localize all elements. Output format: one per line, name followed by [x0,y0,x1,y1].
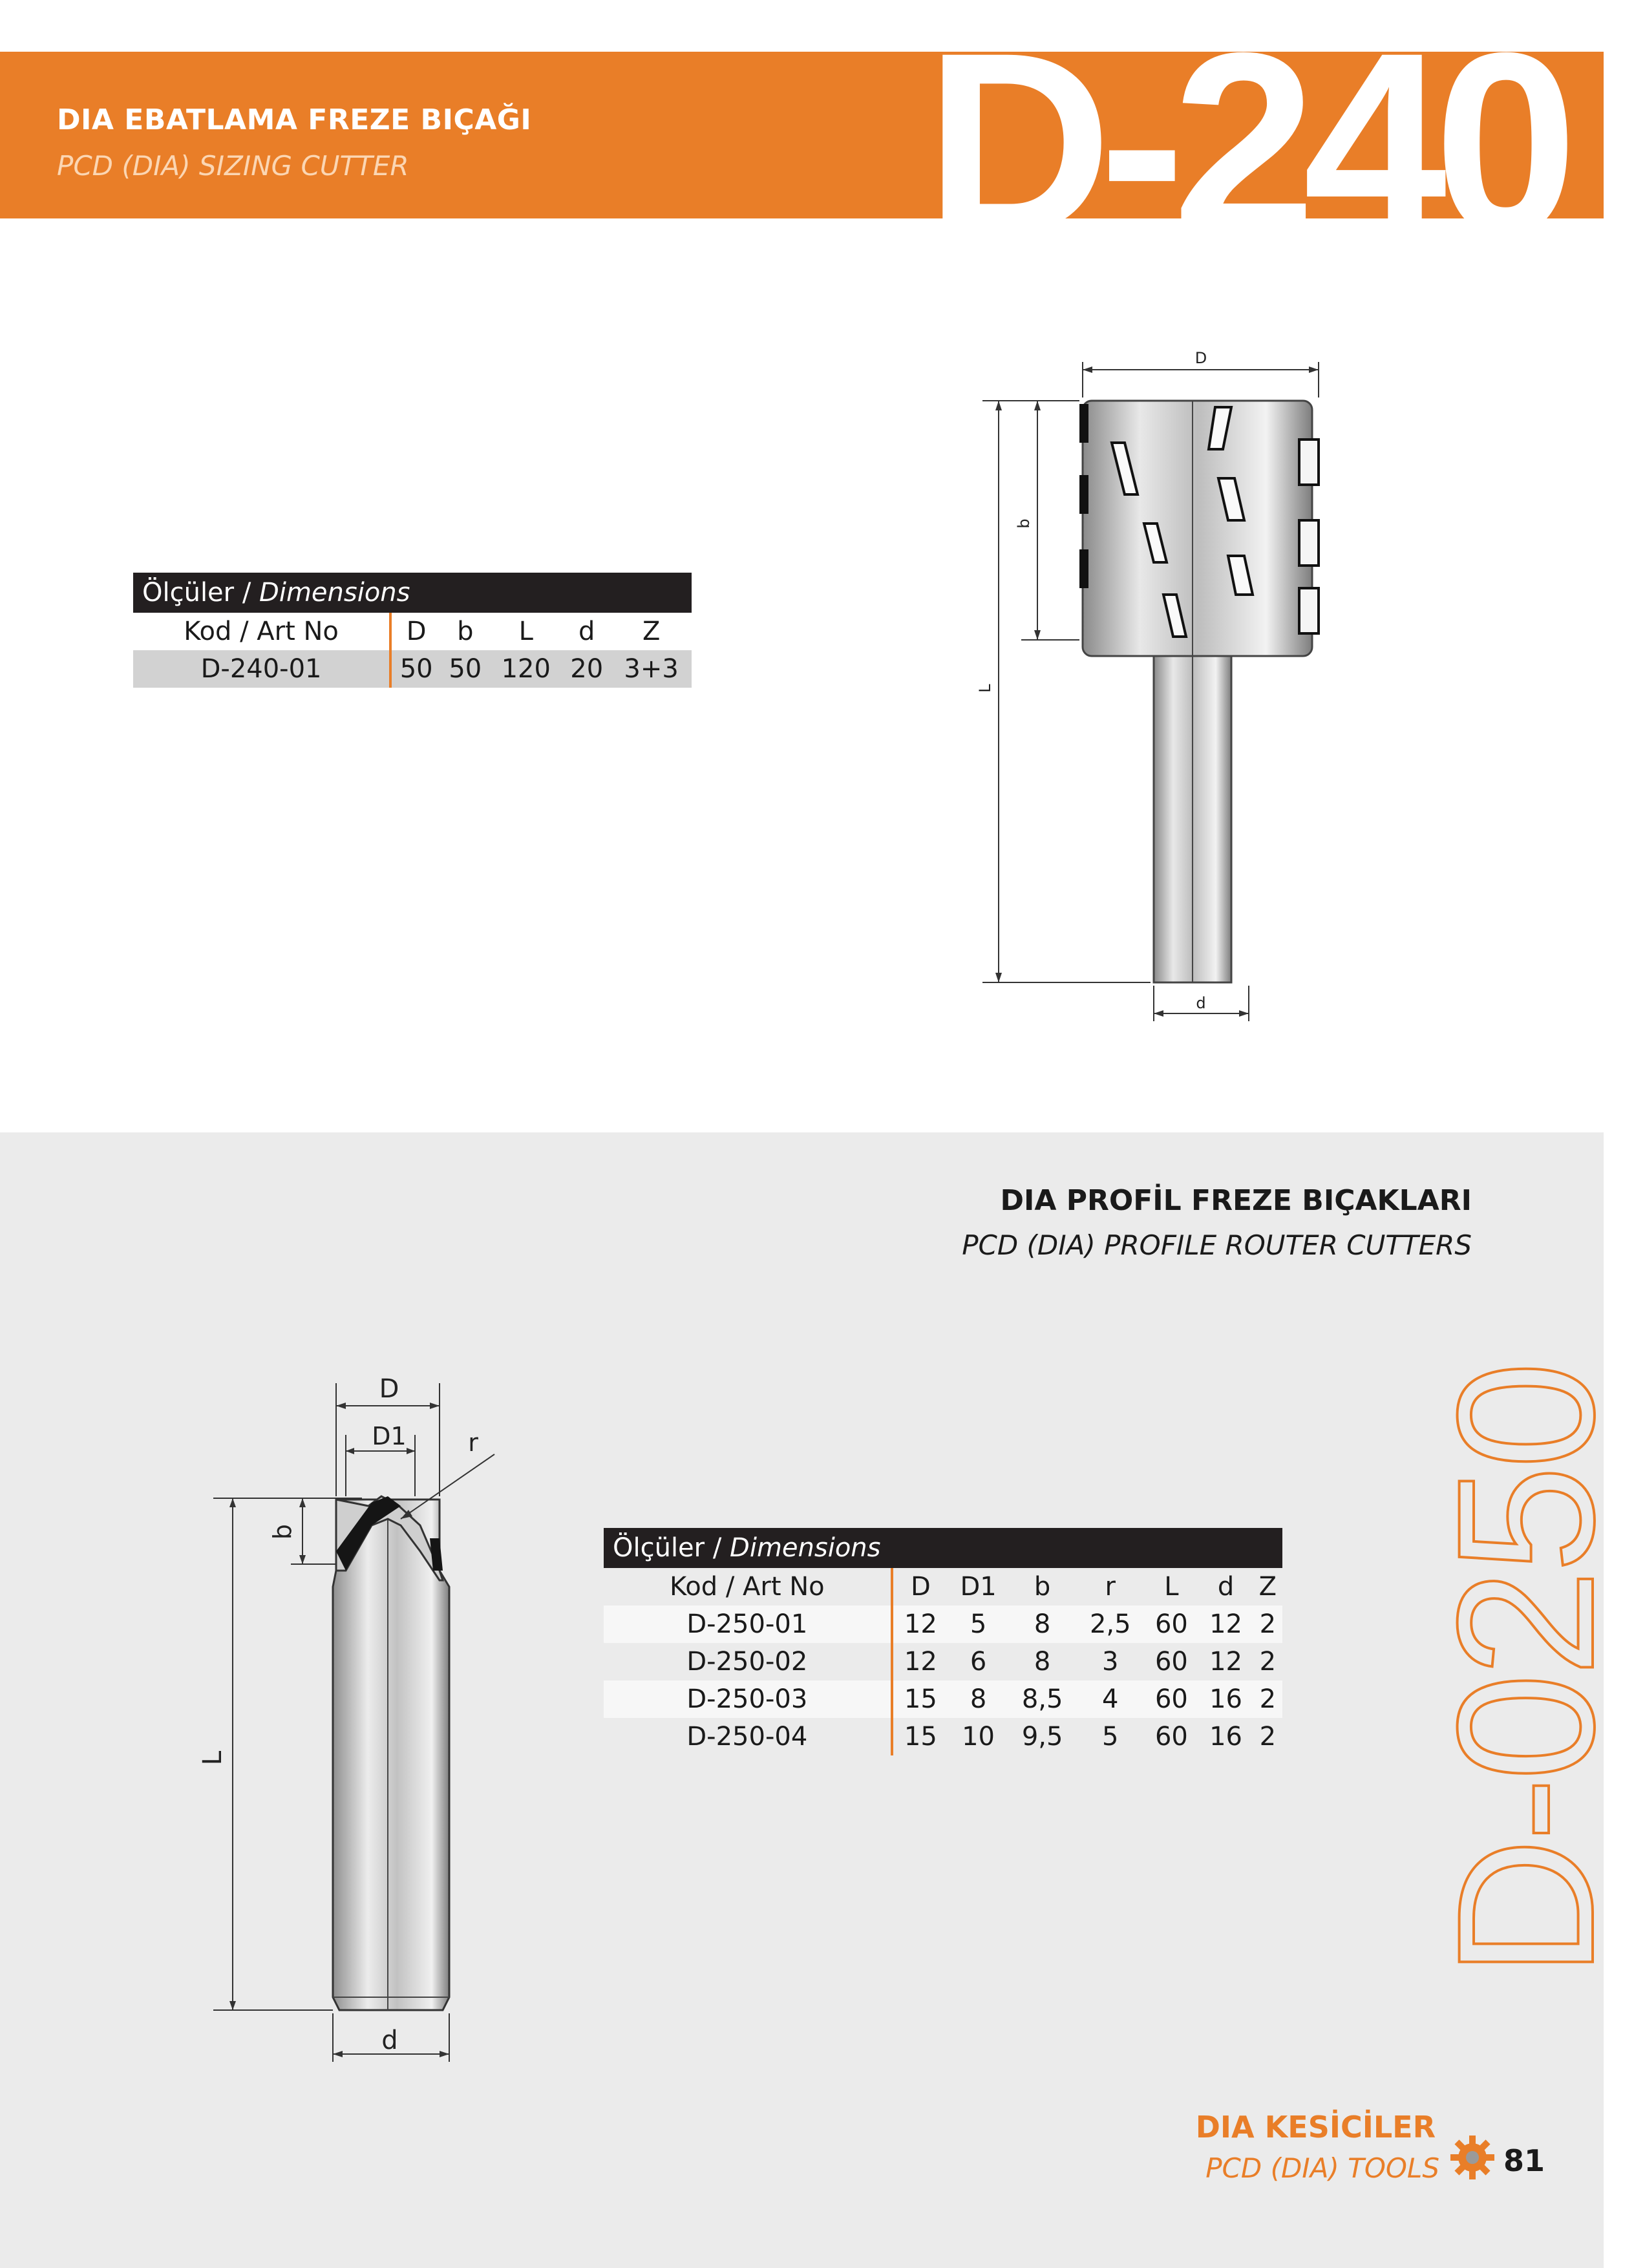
table-cell: 6 [970,1647,987,1677]
cutter-head [1083,401,1312,656]
table-caption: Ölçüler / Dimensions [133,573,692,613]
table-cell: 12 [904,1647,937,1677]
table-cell: 10 [962,1722,995,1752]
dim-label-b: b [268,1523,297,1540]
table-cell: 60 [1154,1647,1188,1677]
table-cell: 2 [1253,1606,1282,1643]
table-cell: 3 [1102,1647,1119,1677]
column-header: D [910,1572,931,1602]
table-cell: 8 [1034,1647,1051,1677]
dim-label-D: D [379,1374,399,1404]
dim-label-L: L [198,1750,228,1766]
dim-label-r: r [468,1428,478,1457]
table-cell: 50 [390,650,441,688]
table-cell: 12 [892,1606,948,1643]
dim-label-D1: D1 [372,1422,407,1450]
footer-brand: DIA KESİCİLER [1195,2110,1436,2145]
column-header: D [406,617,427,646]
table-cell: D-250-04 [604,1718,892,1755]
table-cell: D-250-03 [604,1680,892,1718]
table-caption: Ölçüler / Dimensions [604,1528,1282,1568]
profile-cutter-drawing [198,1357,530,2094]
table-cell: 60 [1154,1722,1188,1752]
table-cell: 60 [1144,1680,1198,1718]
column-header: b [1034,1572,1051,1602]
column-header: Kod / Art No [133,613,390,650]
section-subtitle: PCD (DIA) PROFILE ROUTER CUTTERS [962,1229,1472,1261]
table-cell: 2 [1253,1680,1282,1718]
table-cell: 8,5 [1008,1680,1076,1718]
table-cell: 15 [904,1722,937,1752]
sizing-cutter-drawing [970,336,1357,1034]
table-cell: 16 [1209,1722,1243,1752]
dimensions-table-d240 [133,573,692,688]
table-cell: 5 [1102,1722,1119,1752]
gear-icon [1448,2133,1497,2182]
table-row [604,1606,1282,1643]
dim-label-d: d [381,2026,398,2055]
table-row [604,1643,1282,1680]
column-header: D1 [960,1572,997,1602]
table-cell: 20 [562,650,611,688]
cutter-body [333,1500,449,2010]
page-number: 81 [1503,2143,1545,2178]
table-cell: 2 [1259,1647,1277,1677]
table-row [133,650,692,688]
table-cell: 5 [948,1606,1008,1643]
table-header-row [604,1568,1282,1606]
product-code-vertical: D-0250 [1417,1365,1634,1978]
table-cell: 4 [1076,1680,1144,1718]
table-cell: 60 [1144,1606,1198,1643]
section-title: DIA PROFİL FREZE BIÇAKLARI [1000,1184,1472,1217]
table-cell: 12 [1199,1606,1253,1643]
table-cell: 16 [1199,1680,1253,1718]
table-cell: 3+3 [611,650,692,688]
column-header: Z [1258,1572,1277,1602]
table-header-row [133,613,692,650]
dim-label-D: D [1194,349,1207,367]
table-cell: D-250-01 [604,1606,892,1643]
table-cell: 2 [1259,1722,1277,1752]
table-cell: 9,5 [1021,1722,1063,1752]
footer-brand-subtitle: PCD (DIA) TOOLS [1205,2152,1439,2184]
table-cell: 2,5 [1076,1606,1144,1643]
table-cell: 8 [1008,1606,1076,1643]
table-cell: 15 [892,1680,948,1718]
table-cell: 120 [489,650,562,688]
product-code-large: D-240 [925,0,1565,288]
dim-label-L: L [976,684,994,693]
table-cell: 50 [441,650,489,688]
column-header: Kod / Art No [604,1568,892,1606]
dim-label-b: b [1015,518,1033,529]
header-title: DIA EBATLAMA FREZE BIÇAĞI [57,103,532,136]
table-row [604,1718,1282,1755]
column-header: Z [642,617,661,646]
table-cell: 12 [1209,1647,1243,1677]
column-header: d [578,617,595,646]
column-header: L [518,617,533,646]
table-cell: 8 [948,1680,1008,1718]
table-cell: D-250-02 [604,1643,892,1680]
column-header: L [1164,1572,1179,1602]
column-header: d [1217,1572,1235,1602]
table-cell: D-240-01 [133,650,390,688]
table-row [604,1680,1282,1718]
column-header: r [1105,1572,1116,1602]
column-header: b [457,617,474,646]
header-subtitle: PCD (DIA) SIZING CUTTER [57,150,409,182]
dimensions-table-d250 [604,1528,1282,1755]
dim-label-d: d [1196,994,1206,1012]
